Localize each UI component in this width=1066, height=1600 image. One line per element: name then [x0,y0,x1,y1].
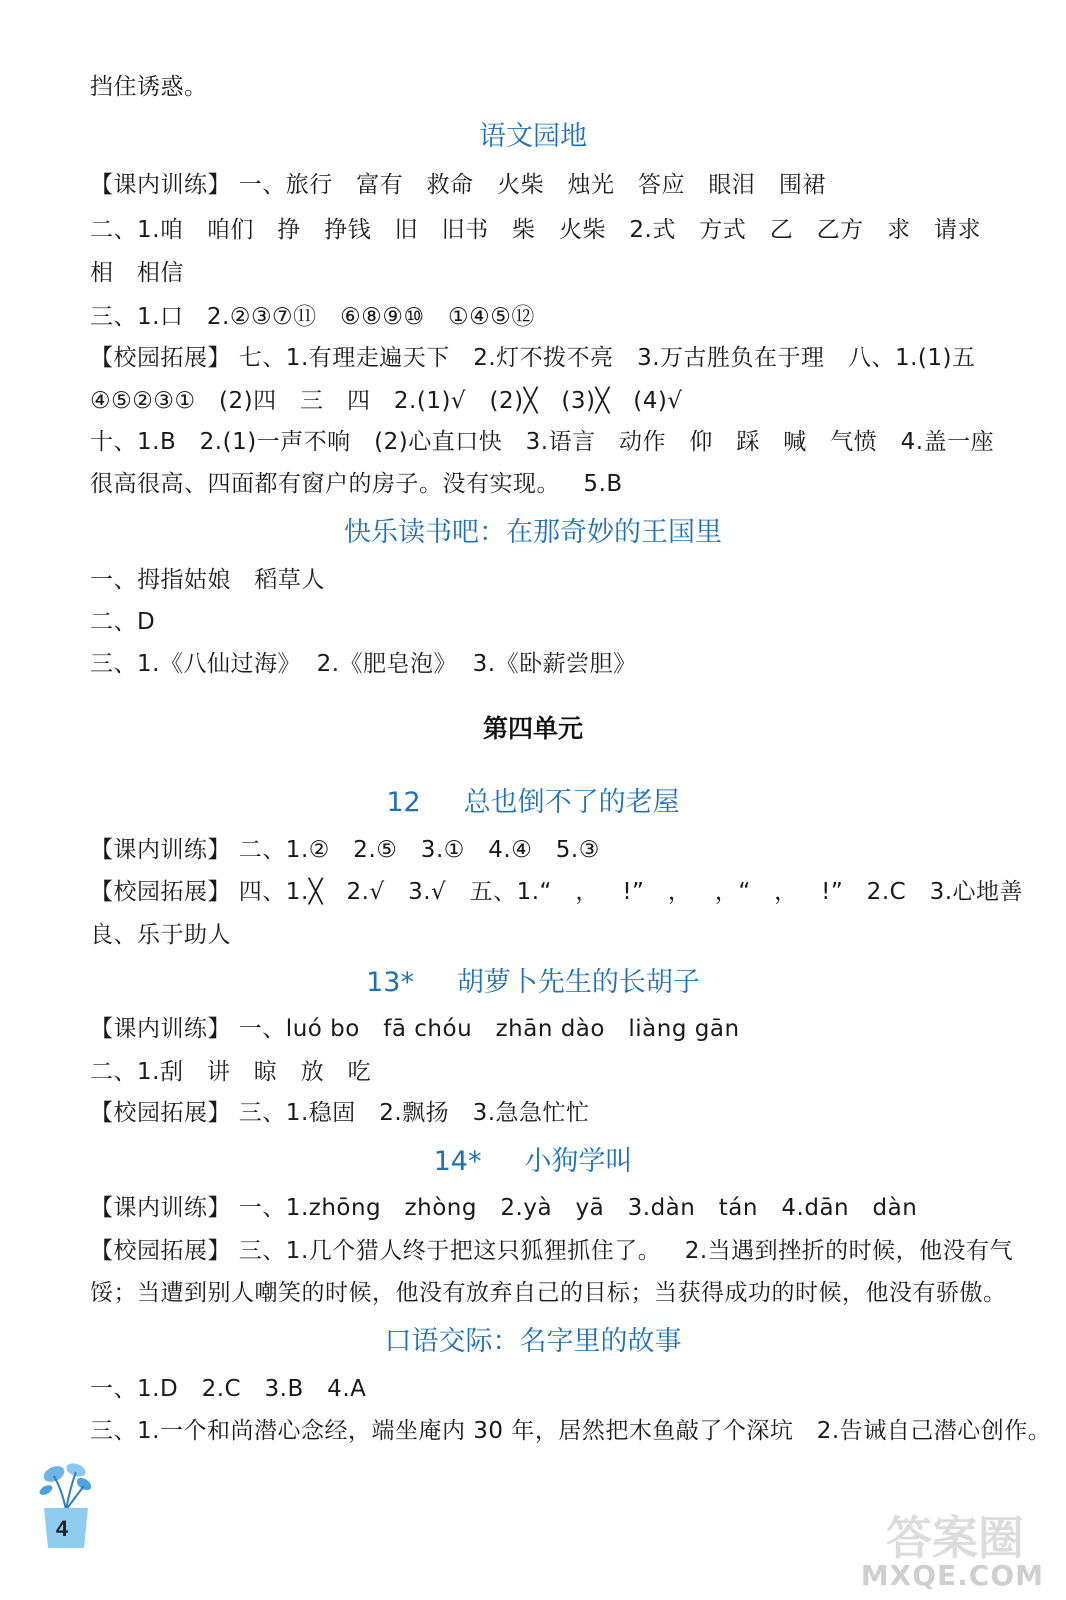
text-line: 【校园拓展】 三、1.几个猎人终于把这只狐狸抓住了。 2.当遇到挫折的时候，他没有气 [90,1238,1014,1264]
page-number: 4 [55,1516,69,1541]
text-line: 【课内训练】 一、luó bo fā chóu zhān dào liàng gān [90,1016,740,1042]
watermark-url: MXQE.COM [860,1559,1044,1592]
text-line: 很高很高、四面都有窗户的房子。没有实现。 5.B [90,471,623,497]
lesson-title-13: 13* 胡萝卜先生的长胡子 [366,967,700,998]
text-line: 【校园拓展】 四、1.╳ 2.√ 3.√ 五、1.“ ， !” ， ，“ ， !” 2.C 3.心地善 [90,879,1024,905]
text-line: 馁；当遭到别人嘲笑的时候，他没有放弃自己的目标；当获得成功的时候，他没有骄傲。 [90,1280,1007,1306]
text-line: 一、拇指姑娘 稻草人 [90,567,325,593]
text-line: 良、乐于助人 [90,922,231,948]
text-line: 一、1.D 2.C 3.B 4.A [90,1376,367,1402]
text-line: 十、1.B 2.(1)一声不响 (2)心直口快 3.语言 动作 仰 踩 喊 气愤 4.盖一座 [90,429,995,455]
page-number-badge [34,1460,98,1550]
text-line: 【校园拓展】 三、1.稳固 2.飘扬 3.急急忙忙 [90,1100,590,1126]
text-line: 二、1.咱 咱们 挣 挣钱 旧 旧书 柴 火柴 2.式 方式 乙 乙方 求 请求 [90,217,982,243]
lesson-title-12: 12 总也倒不了的老屋 [386,787,680,818]
text-line: 相 相信 [90,260,184,286]
section-title-kouyu-jiaoji: 口语交际：名字里的故事 [384,1326,682,1357]
watermark [824,1502,1044,1592]
text-line: ④⑤②③① (2)四 三 四 2.(1)√ (2)╳ (3)╳ (4)√ [90,388,683,414]
text-line: 三、1.口 2.②③⑦⑪ ⑥⑧⑨⑩ ①④⑤⑫ [90,304,535,330]
text-line: 三、1.《八仙过海》 2.《肥皂泡》 3.《卧薪尝胆》 [90,651,637,677]
text-line: 二、1.刮 讲 晾 放 吃 [90,1059,372,1085]
watermark-logo: 答案圈 [886,1511,1024,1565]
text-line: 【课内训练】 一、旅行 富有 救命 火柴 烛光 答应 眼泪 围裙 [90,172,826,198]
text-line: 【课内训练】 一、1.zhōng zhòng 2.yà yā 3.dàn tán 4.dān dàn [90,1195,918,1221]
lesson-title-14: 14* 小狗学叫 [433,1146,633,1177]
text-line: 挡住诱惑。 [90,74,208,100]
section-title-yuwen-yuandi: 语文园地 [479,121,587,152]
text-line: 三、1.一个和尚潜心念经，端坐庵内 30 年，居然把木鱼敲了个深坑 2.告诫自己潜心创作。 [90,1418,1052,1444]
text-line: 二、D [90,609,156,635]
unit-title: 第四单元 [482,714,583,743]
text-line: 【课内训练】 二、1.② 2.⑤ 3.① 4.④ 5.③ [90,837,600,863]
text-line: 【校园拓展】 七、1.有理走遍天下 2.灯不拨不亮 3.万古胜负在于理 八、1.(1)五 [90,345,976,371]
section-title-kuaile-dushuba: 快乐读书吧：在那奇妙的王国里 [344,517,722,548]
